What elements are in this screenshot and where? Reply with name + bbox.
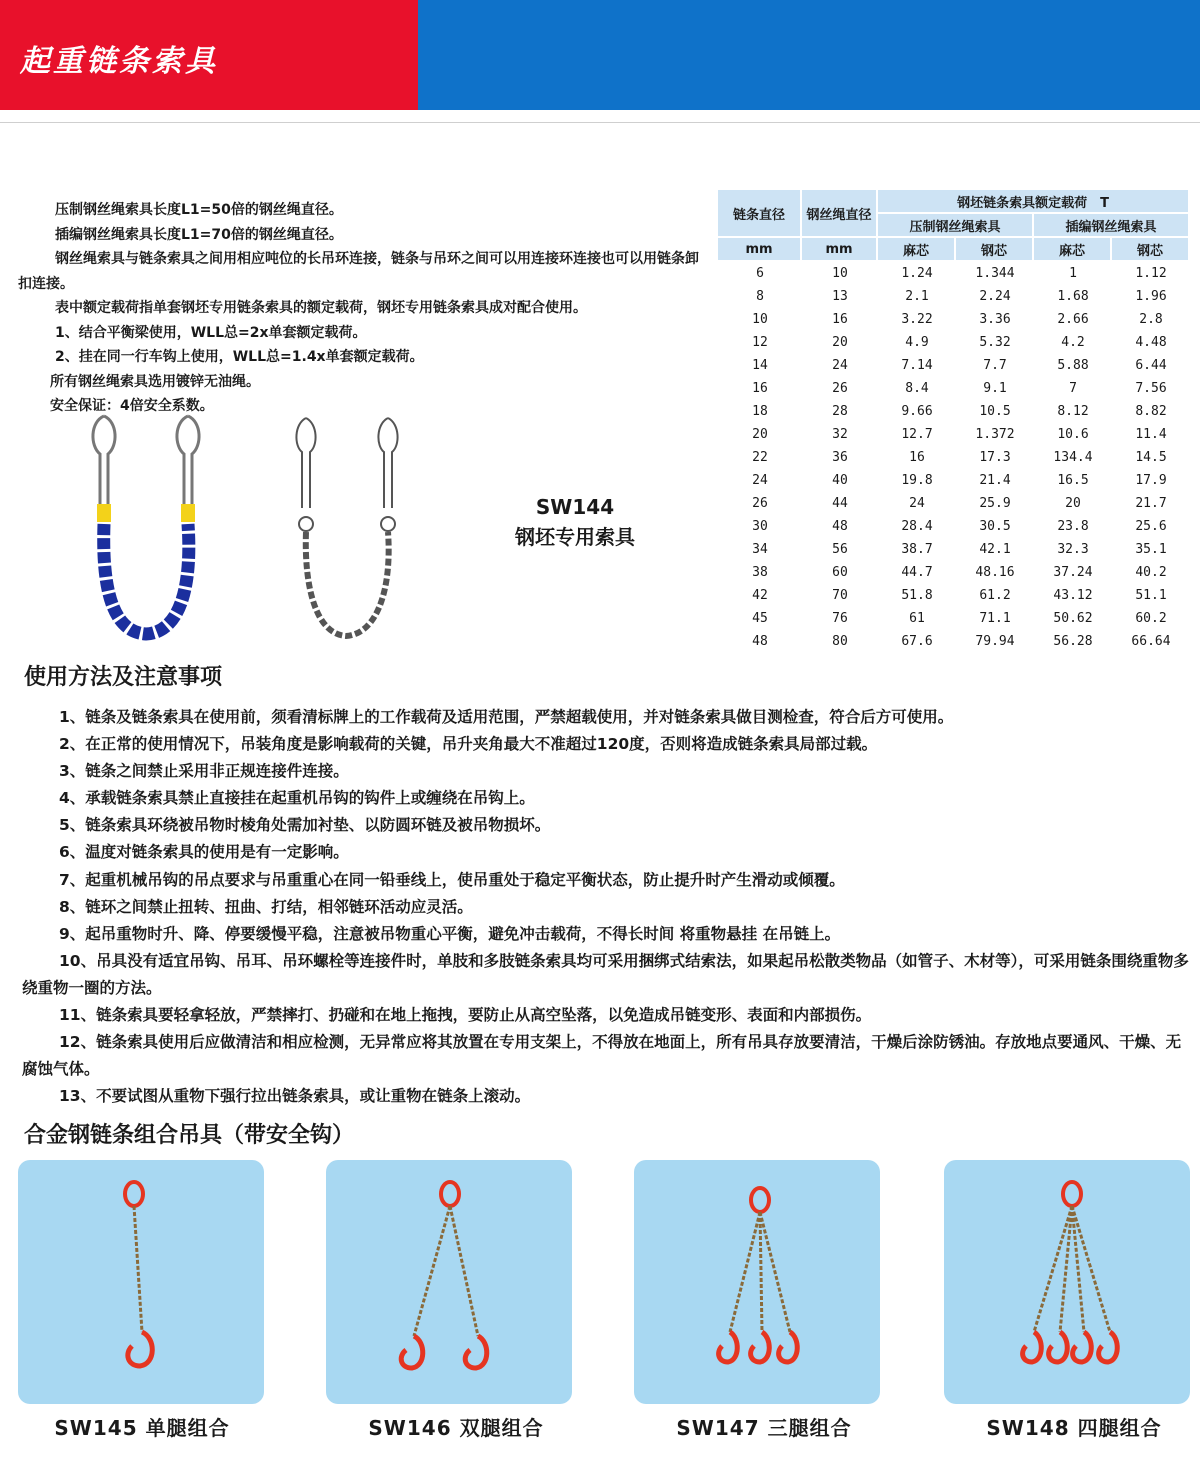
table-cell: 14.5 (1135, 450, 1167, 465)
table-cell: 2.66 (1057, 312, 1089, 327)
table-cell: 4.2 (1061, 335, 1085, 350)
table-cell: 1.68 (1057, 289, 1089, 304)
table-cell: 19.8 (901, 473, 933, 488)
table-cell: 16 (909, 450, 925, 465)
table-cell: 23.8 (1057, 519, 1089, 534)
table-cell: 38 (752, 565, 768, 580)
table-cell: 9.1 (983, 381, 1007, 396)
table-cell: 17.9 (1135, 473, 1167, 488)
table-cell: 60.2 (1135, 611, 1167, 626)
sw144-caption (500, 492, 650, 552)
table-cell: 6.44 (1135, 358, 1167, 373)
usage-item: 10、吊具没有适宜吊钩、吊耳、吊环螺栓等连接件时，单肢和多肢链条索具均可采用捆绑式结索法，如果起吊松散类物品（如管子、木材等），可采用链条围绕重物多绕重物一圈的方法。 (22, 951, 1189, 997)
table-cell: 8.4 (905, 381, 929, 396)
table-row (718, 423, 1190, 446)
usage-item: 13、不要试图从重物下强行拉出链条索具，或让重物在链条上滚动。 (59, 1087, 531, 1106)
table-cell: 32.3 (1057, 542, 1089, 557)
table-row (718, 607, 1190, 630)
table-cell: 61.2 (979, 588, 1011, 603)
table-cell: 42 (752, 588, 768, 603)
table-cell: 20 (1065, 496, 1081, 511)
sw145-product-card (18, 1160, 264, 1404)
table-cell: 37.24 (1053, 565, 1093, 580)
table-cell: 21.4 (979, 473, 1011, 488)
core-steel-header: 钢芯 (956, 238, 1034, 262)
table-cell: 16 (832, 312, 848, 327)
table-cell: 76 (832, 611, 848, 626)
usage-item: 9、起吊重物时升、降、停要缓慢平稳，注意被吊物重心平衡，避免冲击载荷，不得长时间 将重物悬挂 在吊链上。 (59, 924, 841, 943)
table-row (718, 561, 1190, 584)
wire-unit-header: mm (802, 238, 878, 262)
table-cell: 51.1 (1135, 588, 1167, 603)
table-cell: 8.12 (1057, 404, 1089, 419)
table-cell: 1.96 (1135, 289, 1167, 304)
table-cell: 51.8 (901, 588, 933, 603)
table-cell: 43.12 (1053, 588, 1093, 603)
table-cell: 13 (832, 289, 848, 304)
table-row (718, 308, 1190, 331)
triple-leg-sling-image (634, 1160, 880, 1404)
table-cell: 14 (752, 358, 768, 373)
usage-list (22, 704, 1194, 1110)
single-leg-sling-image (18, 1160, 264, 1404)
table-cell: 17.3 (979, 450, 1011, 465)
table-row (718, 377, 1190, 400)
usage-item: 8、链环之间禁止扭转、扭曲、打结，相邻链环活动应灵活。 (59, 897, 473, 916)
table-cell: 12.7 (901, 427, 933, 442)
table-cell: 24 (752, 473, 768, 488)
spliced-wire-header: 插编钢丝绳索具 (1034, 214, 1190, 238)
chain-diameter-header: 链条直径 (718, 190, 802, 238)
table-cell: 134.4 (1053, 450, 1093, 465)
table-cell: 70 (832, 588, 848, 603)
table-cell: 40 (832, 473, 848, 488)
table-cell: 16 (752, 381, 768, 396)
intro-line: 1、结合平衡梁使用，WLL总=2x单套额定载荷。 (55, 324, 367, 341)
table-cell: 28.4 (901, 519, 933, 534)
sw147-label: SW147 三腿组合 (676, 1416, 852, 1440)
table-cell: 80 (832, 634, 848, 649)
pressed-wire-header: 压制钢丝绳索具 (878, 214, 1034, 238)
sw144-steel-sling-image (280, 412, 420, 648)
intro-line: 插编钢丝绳索具长度L1=70倍的钢丝绳直径。 (55, 226, 343, 243)
table-cell: 4.48 (1135, 335, 1167, 350)
table-cell: 10 (752, 312, 768, 327)
table-cell: 42.1 (979, 542, 1011, 557)
table-cell: 26 (832, 381, 848, 396)
table-cell: 36 (832, 450, 848, 465)
table-row (718, 538, 1190, 561)
sw145-label: SW145 单腿组合 (54, 1416, 230, 1440)
table-cell: 1.344 (975, 266, 1015, 281)
table-cell: 10 (832, 266, 848, 281)
table-cell: 67.6 (901, 634, 933, 649)
table-cell: 7 (1069, 381, 1077, 396)
table-cell: 2.1 (905, 289, 929, 304)
table-cell: 1.372 (975, 427, 1015, 442)
double-leg-sling-image (326, 1160, 572, 1404)
table-cell: 30.5 (979, 519, 1011, 534)
intro-line: 安全保证：4倍安全系数。 (50, 398, 214, 414)
table-cell: 8 (756, 289, 764, 304)
sw144-blue-sling-image (70, 412, 230, 650)
core-fiber-header: 麻芯 (878, 238, 956, 262)
table-cell: 12 (752, 335, 768, 350)
table-cell: 16.5 (1057, 473, 1089, 488)
table-row (718, 630, 1190, 653)
table-cell: 3.36 (979, 312, 1011, 327)
table-cell: 8.82 (1135, 404, 1167, 419)
usage-item: 12、链条索具使用后应做清洁和相应检测，无异常应将其放置在专用支架上，不得放在地面上，所有吊具存放要清洁，干燥后涂防锈油。存放地点要通风、干燥、无腐蚀气体。 (22, 1033, 1182, 1079)
table-cell: 71.1 (979, 611, 1011, 626)
chain-unit-header: mm (718, 238, 802, 262)
table-row (718, 285, 1190, 308)
usage-item: 1、链条及链条索具在使用前，须看清标牌上的工作载荷及适用范围，严禁超载使用，并对链条索具做目测检查，符合后方可使用。 (59, 708, 954, 726)
sw147-product-card (634, 1160, 880, 1404)
table-cell: 3.22 (901, 312, 933, 327)
table-cell: 5.88 (1057, 358, 1089, 373)
header-divider (0, 122, 1200, 123)
intro-text (18, 198, 708, 419)
table-cell: 6 (756, 266, 764, 281)
table-row (718, 262, 1190, 285)
sw144-code: SW144 (535, 495, 615, 519)
intro-line: 钢丝绳索具与链条索具之间用相应吨位的长吊环连接，链条与吊环之间可以用连接环连接也可以用链条卸扣连接。 (18, 251, 699, 292)
table-cell: 21.7 (1135, 496, 1167, 511)
sw144-name: 钢坯专用索具 (515, 525, 635, 549)
sw146-product-card (326, 1160, 572, 1404)
table-cell: 56 (832, 542, 848, 557)
table-row (718, 469, 1190, 492)
table-cell: 9.66 (901, 404, 933, 419)
table-cell: 2.24 (979, 289, 1011, 304)
table-cell: 35.1 (1135, 542, 1167, 557)
core-fiber-header: 麻芯 (1034, 238, 1112, 262)
table-cell: 1.24 (901, 266, 933, 281)
table-cell: 44.7 (901, 565, 933, 580)
sw148-label: SW148 四腿组合 (986, 1416, 1162, 1440)
usage-item: 2、在正常的使用情况下，吊装角度是影响载荷的关键，吊升夹角最大不准超过120度，否则将造成链条索具局部过载。 (59, 735, 878, 754)
table-cell: 40.2 (1135, 565, 1167, 580)
intro-line: 表中额定载荷指单套钢坯专用链条索具的额定载荷，钢坯专用链条索具成对配合使用。 (55, 300, 587, 316)
table-cell: 7.56 (1135, 381, 1167, 396)
core-steel-header: 钢芯 (1112, 238, 1190, 262)
usage-item: 7、起重机械吊钩的吊点要求与吊重重心在同一铅垂线上，使吊重处于稳定平衡状态，防止提升时产生滑动或倾覆。 (59, 870, 845, 889)
table-cell: 38.7 (901, 542, 933, 557)
table-cell: 5.32 (979, 335, 1011, 350)
rated-load-header: 钢坯链条索具额定载荷 T (878, 190, 1190, 214)
table-cell: 7.7 (983, 358, 1007, 373)
table-cell: 34 (752, 542, 768, 557)
table-cell: 26 (752, 496, 768, 511)
usage-item: 5、链条索具环绕被吊物时棱角处需加衬垫、以防圆环链及被吊物损坏。 (59, 816, 551, 835)
usage-item: 6、温度对链条索具的使用是有一定影响。 (59, 843, 349, 862)
sw146-label: SW146 双腿组合 (368, 1416, 544, 1440)
usage-item: 11、链条索具要轻拿轻放，严禁摔打、扔碰和在地上拖拽，要防止从高空坠落，以免造成吊链变形、表面和内部损伤。 (59, 1006, 872, 1025)
table-cell: 25.9 (979, 496, 1011, 511)
table-row (718, 400, 1190, 423)
table-cell: 18 (752, 404, 768, 419)
sw148-product-card (944, 1160, 1190, 1404)
table-row (718, 492, 1190, 515)
table-cell: 32 (832, 427, 848, 442)
table-cell: 50.62 (1053, 611, 1093, 626)
intro-line: 所有钢丝绳索具选用镀锌无油绳。 (50, 373, 260, 390)
table-cell: 30 (752, 519, 768, 534)
table-row (718, 354, 1190, 377)
table-cell: 25.6 (1135, 519, 1167, 534)
table-row (718, 331, 1190, 354)
table-cell: 24 (832, 358, 848, 373)
table-cell: 48.16 (975, 565, 1015, 580)
table-cell: 44 (832, 496, 848, 511)
table-cell: 28 (832, 404, 848, 419)
intro-line: 压制钢丝绳索具长度L1=50倍的钢丝绳直径。 (55, 202, 343, 218)
quad-leg-sling-image (944, 1160, 1190, 1404)
table-cell: 1 (1069, 266, 1077, 281)
table-cell: 22 (752, 450, 768, 465)
alloy-section-title: 合金钢链条组合吊具（带安全钩） (24, 1123, 355, 1148)
intro-line: 2、挂在同一行车钩上使用，WLL总=1.4x单套额定载荷。 (55, 349, 424, 365)
table-cell: 7.14 (901, 358, 933, 373)
table-cell: 10.5 (979, 404, 1011, 419)
table-cell: 4.9 (905, 335, 929, 350)
table-cell: 20 (832, 335, 848, 350)
table-cell: 20 (752, 427, 768, 442)
table-cell: 10.6 (1057, 427, 1089, 442)
table-row (718, 446, 1190, 469)
table-cell: 79.94 (975, 634, 1015, 649)
usage-item: 4、承载链条索具禁止直接挂在起重机吊钩的钩件上或缠绕在吊钩上。 (59, 789, 535, 808)
usage-item: 3、链条之间禁止采用非正规连接件连接。 (59, 762, 349, 781)
table-cell: 56.28 (1053, 634, 1093, 649)
table-cell: 11.4 (1135, 427, 1167, 442)
wire-diameter-header: 钢丝绳直径 (802, 190, 878, 238)
table-cell: 60 (832, 565, 848, 580)
table-cell: 2.8 (1139, 312, 1163, 327)
page-title: 起重链条索具 (20, 44, 218, 79)
table-cell: 1.12 (1135, 266, 1167, 281)
table-cell: 24 (909, 496, 925, 511)
banner-blue-block (418, 0, 1200, 110)
table-row (718, 515, 1190, 538)
usage-section-title: 使用方法及注意事项 (24, 665, 223, 690)
table-cell: 66.64 (1131, 634, 1171, 649)
load-spec-table (718, 190, 1190, 653)
table-cell: 45 (752, 611, 768, 626)
table-row (718, 584, 1190, 607)
table-cell: 61 (909, 611, 925, 626)
table-cell: 48 (752, 634, 768, 649)
table-cell: 48 (832, 519, 848, 534)
